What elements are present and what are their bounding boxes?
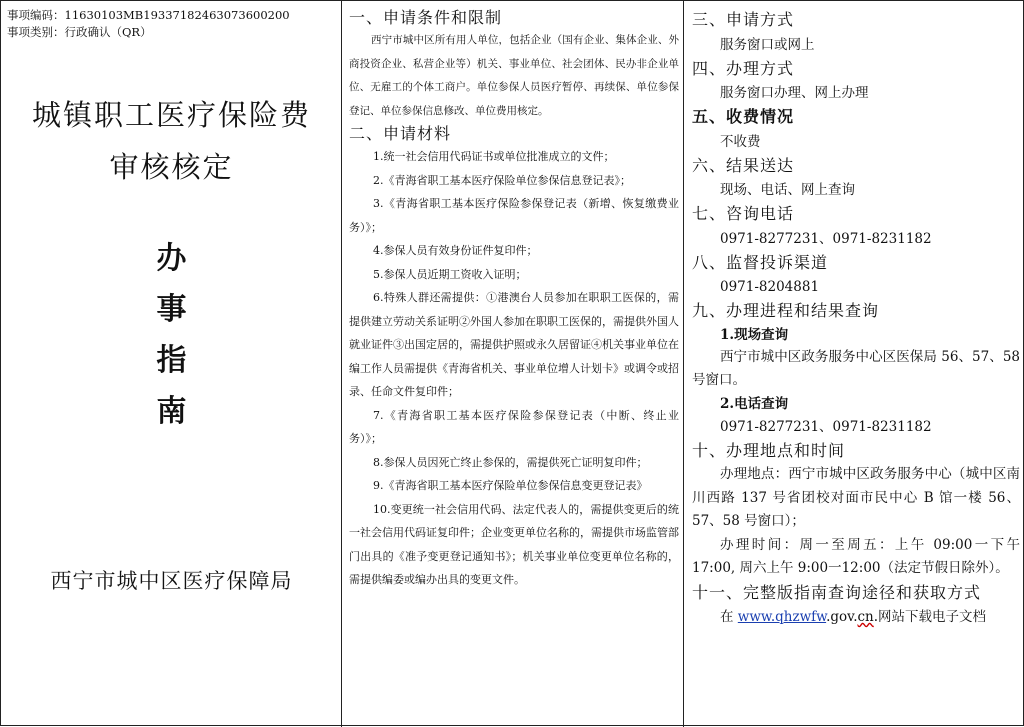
section-consult-phone-value: 0971-8277231、0971-8231182 bbox=[720, 230, 932, 247]
department-name: 西宁市城中区医疗保障局 bbox=[50, 569, 293, 593]
section-apply-method-value: 服务窗口或网上 bbox=[720, 36, 815, 53]
process-info-column bbox=[684, 1, 1024, 727]
item-meta bbox=[7, 7, 290, 41]
phone-query-text: 0971-8277231、0971-8231182 bbox=[720, 418, 932, 435]
onsite-query-label: 1.现场查询 bbox=[720, 326, 789, 343]
section-conditions-title: 一、申请条件和限制 bbox=[349, 8, 503, 27]
section-complaint-value: 0971-8204881 bbox=[720, 279, 820, 295]
section-fee-title: 五、收费情况 bbox=[692, 107, 795, 126]
section-delivery-title: 六、结果送达 bbox=[692, 155, 795, 175]
item-code: 事项编码：11630103MB19337182463073600200 bbox=[7, 8, 290, 22]
section-progress-title: 九、办理进程和结果查询 bbox=[692, 301, 880, 320]
section-materials-title: 二、申请材料 bbox=[349, 124, 452, 143]
phone-query-label: 2.电话查询 bbox=[720, 395, 789, 412]
guide-heading-vertical: 办 事 指 南 bbox=[156, 241, 187, 429]
section-apply-method-title: 三、申请方式 bbox=[692, 10, 795, 29]
material-item: 7.《青海省职工基本医疗保险参保登记表（中断、终止业务）》； bbox=[349, 408, 679, 445]
full-guide-text: 在 www.qhzwfw.gov.cn.网站下载电子文档 bbox=[720, 609, 987, 625]
material-item: 6.特殊人群还需提供：①港澳台人员参加在职职工医保的，需提供建立劳动关系证明②外国人参加在职职工医保的，需提供外国人就业证件③出国定居的，需提供护照或永久居留证④机关事业单位在编工作人员需提供《青海省机关、事业单位增人计划卡》或调令或招录、任命文件复印件； bbox=[349, 291, 679, 398]
item-type: 事项类别：行政确认（QR） bbox=[7, 25, 152, 39]
section-handling-method-value: 服务窗口办理、网上办理 bbox=[720, 85, 869, 101]
section-complaint-title: 八、监督投诉渠道 bbox=[692, 252, 829, 272]
page-title: 城镇职工医疗保险费 审核核定 bbox=[31, 98, 311, 184]
section-fee-value: 不收费 bbox=[720, 133, 761, 150]
office-hours-text: 办理时间：周一至周五：上午 09:00一下午 17:00, 周六上午 9:00一12:00（法定节假日除外）。 bbox=[692, 536, 1020, 576]
material-item: 8.参保人员因死亡终止参保的，需提供死亡证明复印件； bbox=[373, 455, 648, 469]
material-item: 5.参保人员近期工资收入证明； bbox=[373, 267, 527, 281]
website-link[interactable]: www.qhzwfw bbox=[737, 609, 827, 625]
material-item: 9.《青海省职工基本医疗保险单位参保信息变更登记表》 bbox=[373, 479, 648, 492]
material-item: 1.统一社会信用代码证书或单位批准成立的文件； bbox=[373, 150, 615, 163]
material-item: 4.参保人员有效身份证件复印件； bbox=[373, 244, 538, 257]
material-item: 2.《青海省职工基本医疗保险单位参保信息登记表》； bbox=[373, 173, 631, 187]
cover-column bbox=[1, 1, 342, 727]
conditions-materials-column bbox=[342, 1, 684, 727]
section-consult-phone-title: 七、咨询电话 bbox=[692, 204, 795, 223]
section-full-guide-title: 十一、完整版指南查询途径和获取方式 bbox=[692, 582, 982, 602]
material-item: 3.《青海省职工基本医疗保险参保登记表（新增、恢复缴费业务）》； bbox=[349, 197, 679, 234]
section-conditions-text: 西宁市城中区所有用人单位，包括企业（国有企业、集体企业、外商投资企业、私营企业等）机关、事业单位、社会团体、民办非企业单位、无雇工的个体工商户。单位参保人员医疗暂停、再续保、单位参保登记、单位参保信息修改、单位费用核定。 bbox=[349, 34, 679, 117]
section-location-time-title: 十、办理地点和时间 bbox=[692, 440, 846, 460]
onsite-query-text: 西宁市城中区政务服务中心区医保局 56、57、58 号窗口。 bbox=[692, 348, 1020, 388]
section-delivery-value: 现场、电话、网上查询 bbox=[720, 182, 855, 198]
location-text: 办理地点：西宁市城中区政务服务中心（城中区南川西路 137 号省团校对面市民中心 B 馆一楼 56、57、58 号窗口）； bbox=[692, 466, 1020, 529]
material-item: 10.变更统一社会信用代码、法定代表人的，需提供变更后的统一社会信用代码证复印件；企业变更单位名称的，需提供市场监管部门出具的《准予变更登记通知书》；机关事业单位变更单位名称的，需提供编委或编办出具的变更文件。 bbox=[349, 502, 679, 586]
section-handling-method-title: 四、办理方式 bbox=[692, 58, 795, 78]
